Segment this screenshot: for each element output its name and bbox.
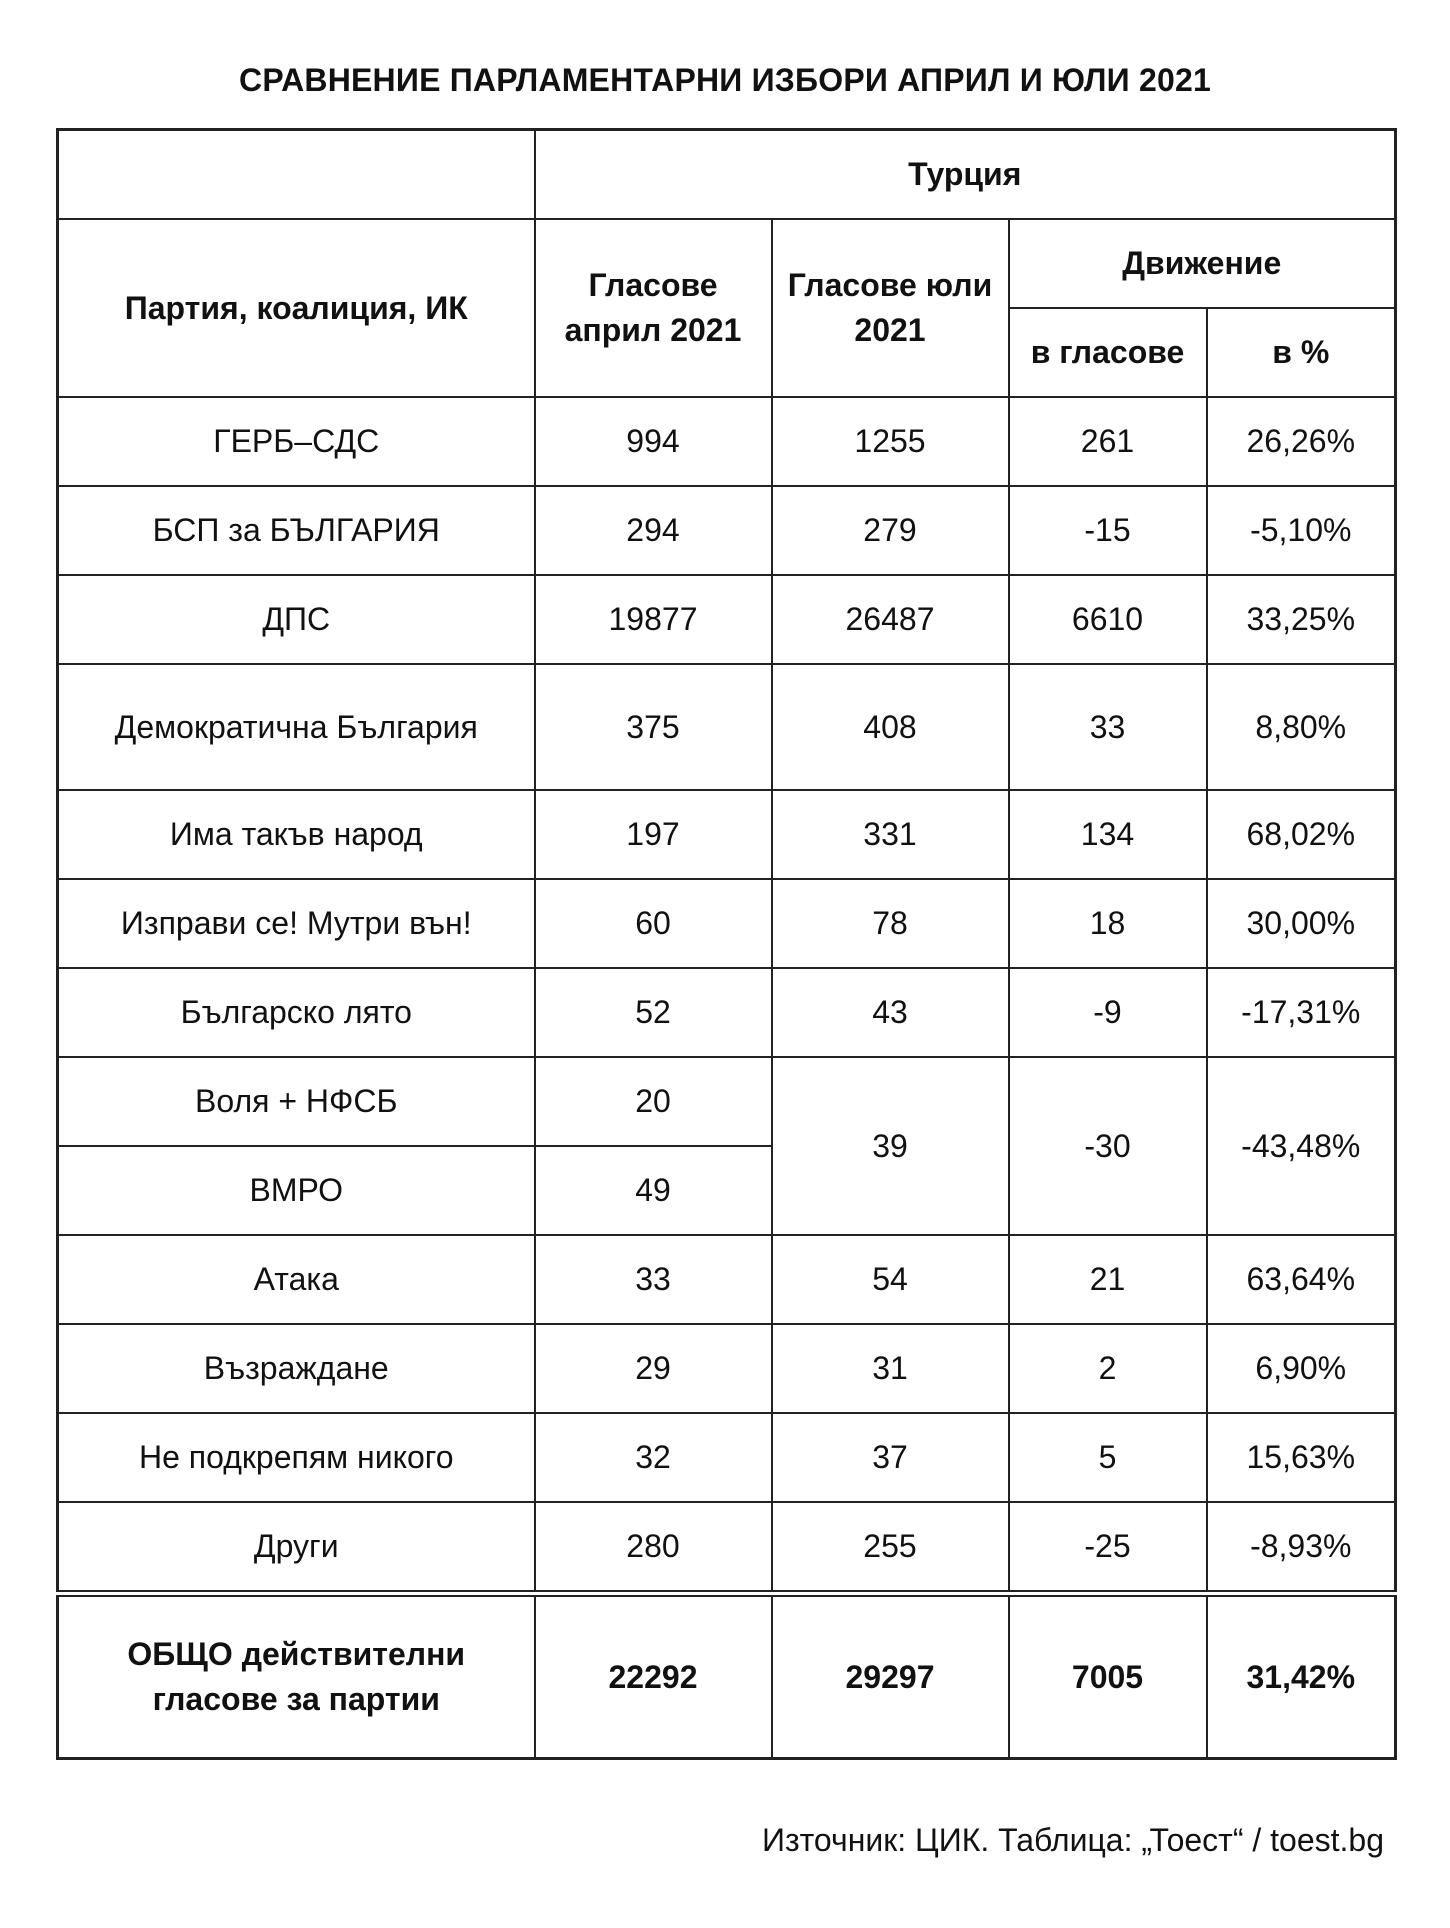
diff-votes: 261 (1009, 397, 1207, 486)
table-row (58, 1413, 1396, 1502)
votes-july: 279 (772, 486, 1009, 575)
diff-votes: -9 (1009, 968, 1207, 1057)
votes-july: 408 (772, 664, 1009, 790)
party-name: ГЕРБ–СДС (58, 397, 535, 486)
diff-percent: -17,31% (1207, 968, 1396, 1057)
page-title: СРАВНЕНИЕ ПАРЛАМЕНТАРНИ ИЗБОРИ АПРИЛ И ЮЛИ 2021 (239, 62, 1211, 98)
table-row (58, 664, 1396, 790)
votes-july: 37 (772, 1413, 1009, 1502)
votes-april: 52 (535, 968, 772, 1057)
total-row (58, 1594, 1396, 1759)
votes-april: 32 (535, 1413, 772, 1502)
votes-april: 20 (535, 1057, 772, 1146)
votes-april: 60 (535, 879, 772, 968)
diff-votes: 18 (1009, 879, 1207, 968)
party-name: Има такъв народ (58, 790, 535, 879)
diff-percent-merged: -43,48% (1207, 1057, 1396, 1235)
diff-votes: 33 (1009, 664, 1207, 790)
diff-percent: 68,02% (1207, 790, 1396, 879)
source-note: Източник: ЦИК. Таблица: „Тоест“ / toest.bg (761, 1822, 1384, 1858)
header-movement: Движение (1009, 219, 1396, 308)
party-name: Възраждане (58, 1324, 535, 1413)
party-name: ВМРО (58, 1146, 535, 1235)
votes-july: 255 (772, 1502, 1009, 1594)
total-diff-votes: 7005 (1009, 1594, 1207, 1759)
diff-percent: 30,00% (1207, 879, 1396, 968)
total-july: 29297 (772, 1594, 1009, 1759)
party-name: ДПС (58, 575, 535, 664)
party-name: БСП за БЪЛГАРИЯ (58, 486, 535, 575)
party-name: Воля + НФСБ (58, 1057, 535, 1146)
header-july-votes: Гласове юли 2021 (772, 219, 1009, 397)
diff-percent: -5,10% (1207, 486, 1396, 575)
diff-percent: 33,25% (1207, 575, 1396, 664)
header-row-region (58, 130, 1396, 220)
header-movement-percent: в % (1207, 308, 1396, 397)
party-name: Демократична България (58, 664, 535, 790)
header-movement-votes: в гласове (1009, 308, 1207, 397)
party-name: Българско лято (58, 968, 535, 1057)
table-row (58, 1235, 1396, 1324)
votes-july: 78 (772, 879, 1009, 968)
header-party: Партия, коалиция, ИК (58, 219, 535, 397)
table-row (58, 486, 1396, 575)
table-row (58, 790, 1396, 879)
total-diff-percent: 31,42% (1207, 1594, 1396, 1759)
header-corner-cell (58, 130, 535, 220)
diff-votes-merged: -30 (1009, 1057, 1207, 1235)
votes-july: 43 (772, 968, 1009, 1057)
party-name: Атака (58, 1235, 535, 1324)
votes-april: 33 (535, 1235, 772, 1324)
votes-april: 49 (535, 1146, 772, 1235)
party-name: Не подкрепям никого (58, 1413, 535, 1502)
header-region: Турция (535, 130, 1396, 220)
diff-percent: 15,63% (1207, 1413, 1396, 1502)
diff-votes: 6610 (1009, 575, 1207, 664)
votes-april: 280 (535, 1502, 772, 1594)
diff-votes: 134 (1009, 790, 1207, 879)
votes-april: 197 (535, 790, 772, 879)
table-row (58, 1502, 1396, 1594)
table-row (58, 397, 1396, 486)
results-table (56, 128, 1397, 1760)
diff-votes: -25 (1009, 1502, 1207, 1594)
votes-july: 26487 (772, 575, 1009, 664)
votes-april: 994 (535, 397, 772, 486)
diff-percent: 6,90% (1207, 1324, 1396, 1413)
table-row (58, 575, 1396, 664)
diff-votes: 2 (1009, 1324, 1207, 1413)
total-april: 22292 (535, 1594, 772, 1759)
table-row (58, 1057, 1396, 1146)
table-row (58, 968, 1396, 1057)
votes-july: 331 (772, 790, 1009, 879)
party-name: Изправи се! Мутри вън! (58, 879, 535, 968)
diff-percent: 26,26% (1207, 397, 1396, 486)
votes-april: 375 (535, 664, 772, 790)
votes-april: 19877 (535, 575, 772, 664)
votes-july: 31 (772, 1324, 1009, 1413)
diff-votes: -15 (1009, 486, 1207, 575)
votes-april: 29 (535, 1324, 772, 1413)
table-row (58, 1324, 1396, 1413)
votes-july-merged: 39 (772, 1057, 1009, 1235)
votes-july: 1255 (772, 397, 1009, 486)
diff-percent: 8,80% (1207, 664, 1396, 790)
table-row (58, 879, 1396, 968)
header-april-votes: Гласове април 2021 (535, 219, 772, 397)
header-row-columns (58, 219, 1396, 308)
diff-votes: 21 (1009, 1235, 1207, 1324)
total-label: ОБЩО действителни гласове за партии (58, 1594, 535, 1759)
votes-july: 54 (772, 1235, 1009, 1324)
diff-percent: -8,93% (1207, 1502, 1396, 1594)
votes-april: 294 (535, 486, 772, 575)
party-name: Други (58, 1502, 535, 1594)
diff-percent: 63,64% (1207, 1235, 1396, 1324)
diff-votes: 5 (1009, 1413, 1207, 1502)
